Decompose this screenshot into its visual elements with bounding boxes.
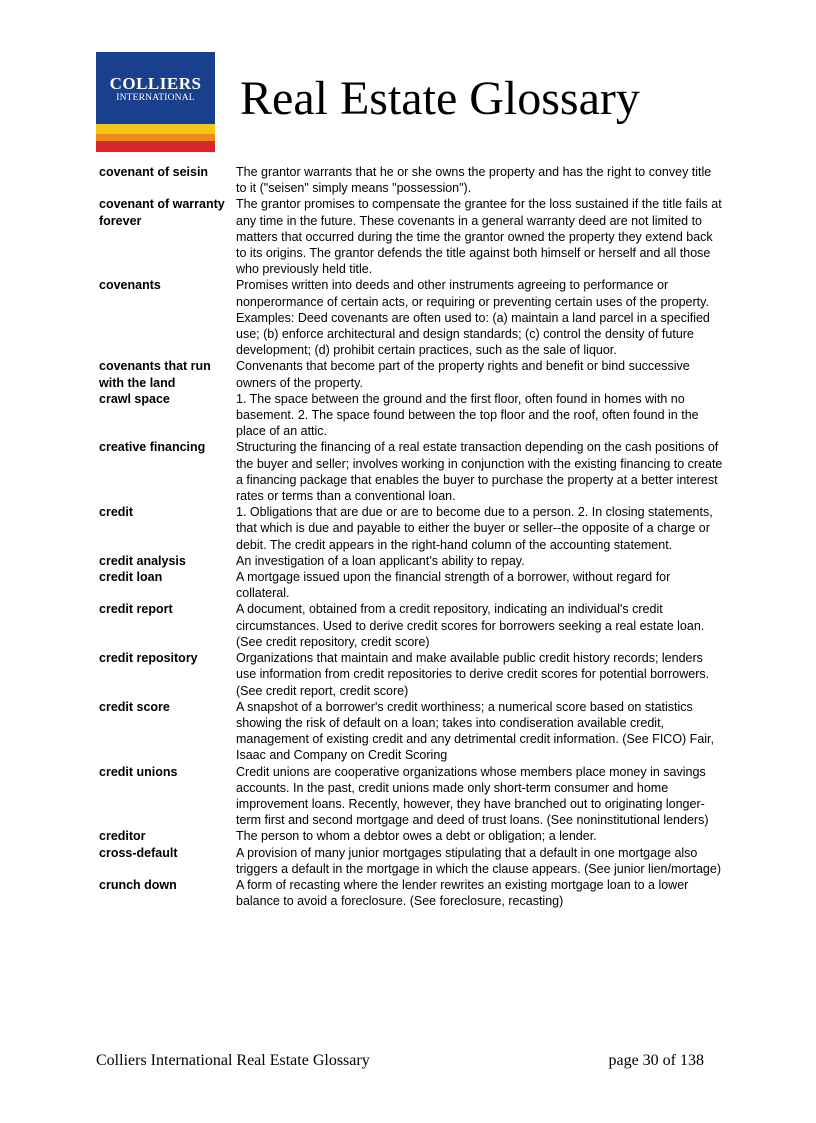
logo-stripe-red xyxy=(96,141,215,152)
glossary-definition: Credit unions are cooperative organizations whose members place money in savings accounts. In the past, credit unions made only short-term consumer and home improvement loans. Recently, however, they have branched out to originating longer-term first and second mortgage and deed of trust loans. (See noninstitutional lenders) xyxy=(236,764,709,828)
glossary-entry xyxy=(99,569,724,601)
glossary-term: credit analysis xyxy=(99,553,186,568)
glossary-entry xyxy=(99,277,724,358)
glossary-entry xyxy=(99,553,724,569)
glossary-definition: Organizations that maintain and make available public credit history records; lenders use information from credit repositories to derive credit scores for potential borrowers. (See credit report, credit score) xyxy=(236,651,710,698)
glossary-definition: Promises written into deeds and other instruments agreeing to performance or nonperormance of certain acts, or requiring or preventing certain uses of the property. Examples: Deed covenants are often used to: (a) maintain a land parcel in a specified use; (b) enforce architectural and design standards; (c) control the density of future development; (d) prohibit certain practices, such as the sale of liquor. xyxy=(236,278,710,358)
page-title: Real Estate Glossary xyxy=(240,72,640,125)
glossary-term: credit unions xyxy=(99,764,178,779)
glossary-definition: A document, obtained from a credit repository, indicating an individual's credit circumstances. Used to derive credit scores for borrowers seeking a real estate loan. (See credit repository, credit score) xyxy=(236,602,705,649)
glossary-term: creative financing xyxy=(99,440,206,455)
glossary-definition: Structuring the financing of a real estate transaction depending on the cash positions of the buyer and seller; involves working in conjunction with the existing financing to create a financing package that enables the buyer to purchase the property at a better interest rates or terms than a conventional loan. xyxy=(236,440,723,504)
glossary-entry xyxy=(99,601,724,650)
footer-page-number: page 30 of 138 xyxy=(608,1052,704,1069)
glossary-term: credit score xyxy=(99,699,170,714)
glossary-definition: A snapshot of a borrower's credit worthiness; a numerical score based on statistics showing the risk of default on a loan; takes into condiseration available credit, management of existing credit and any detrimental credit information. (See FICO) Fair, Isaac and Company on Credit Scoring xyxy=(236,699,714,763)
glossary-definition: 1. Obligations that are due or are to become due to a person. 2. In closing statements, that which is due and payable to either the buyer or seller--the opposite of a charge or debit. The credit appears in the right-hand column of the accounting statement. xyxy=(236,505,713,552)
glossary-entry xyxy=(99,439,724,504)
glossary-entry xyxy=(99,358,724,390)
glossary-entry xyxy=(99,196,724,277)
glossary-definition: Convenants that become part of the property rights and benefit or bind successive owners of the property. xyxy=(236,359,690,390)
glossary-entry xyxy=(99,845,724,877)
glossary-definition: A form of recasting where the lender rewrites an existing mortgage loan to a lower balance to avoid a foreclosure. (See foreclosure, recasting) xyxy=(236,877,689,909)
glossary-term: covenants xyxy=(99,278,161,293)
glossary-definition: A mortgage issued upon the financial strength of a borrower, without regard for collateral. xyxy=(236,570,671,601)
glossary-definition: The grantor warrants that he or she owns the property and has the right to convey title to it ("seisen" simply means "possession"). xyxy=(236,165,712,196)
glossary-entry xyxy=(99,877,724,909)
glossary-definition: An investigation of a loan applicant’s ability to repay. xyxy=(236,553,525,568)
footer-document-title: Colliers International Real Estate Glossary xyxy=(96,1052,370,1069)
logo-line-colliers: COLLIERS xyxy=(109,74,202,93)
glossary-entry xyxy=(99,828,724,844)
colliers-logo xyxy=(96,52,215,152)
logo-stripe-yellow xyxy=(96,124,215,134)
glossary-term: creditor xyxy=(99,829,146,844)
logo-line-international: INTERNATIONAL xyxy=(116,93,195,103)
glossary-definition: A provision of many junior mortgages stipulating that a default in one mortgage also triggers a default in the mortgage in which the clause appears. (See junior lien/mortage) xyxy=(236,845,721,876)
glossary-entry xyxy=(99,391,724,440)
glossary-definition: The person to whom a debtor owes a debt or obligation; a lender. xyxy=(236,829,597,844)
glossary-definition: The grantor promises to compensate the grantee for the loss sustained if the title fails at any time in the future. These covenants in a general warranty deed are not limited to matters that occurred during the time the grantor owned the property they extend back to its origins. The grantor defends the title against both himself or herself and all those who previously held title. xyxy=(236,197,722,277)
glossary-term: credit repository xyxy=(99,651,198,666)
glossary-term: credit xyxy=(99,505,134,520)
glossary-entry xyxy=(99,764,724,829)
glossary-term: covenants that run with the land xyxy=(99,359,211,390)
glossary-term: covenant of seisin xyxy=(99,165,209,179)
glossary-term: credit loan xyxy=(99,570,163,585)
glossary-term: crunch down xyxy=(99,877,177,892)
glossary-entry xyxy=(99,650,724,699)
glossary-term: credit report xyxy=(99,602,173,617)
glossary-list xyxy=(99,164,724,909)
glossary-term: cross-default xyxy=(99,845,178,860)
glossary-entry xyxy=(99,164,724,196)
glossary-entry xyxy=(99,699,724,764)
glossary-term: crawl space xyxy=(99,391,170,406)
glossary-term: covenant of warranty forever xyxy=(99,197,225,228)
logo-stripe-orange xyxy=(96,134,215,141)
glossary-definition: 1. The space between the ground and the first floor, often found in homes with no basement. 2. The space found between the top floor and the roof, often found in the place of an attic. xyxy=(236,391,699,439)
glossary-entry xyxy=(99,504,724,553)
